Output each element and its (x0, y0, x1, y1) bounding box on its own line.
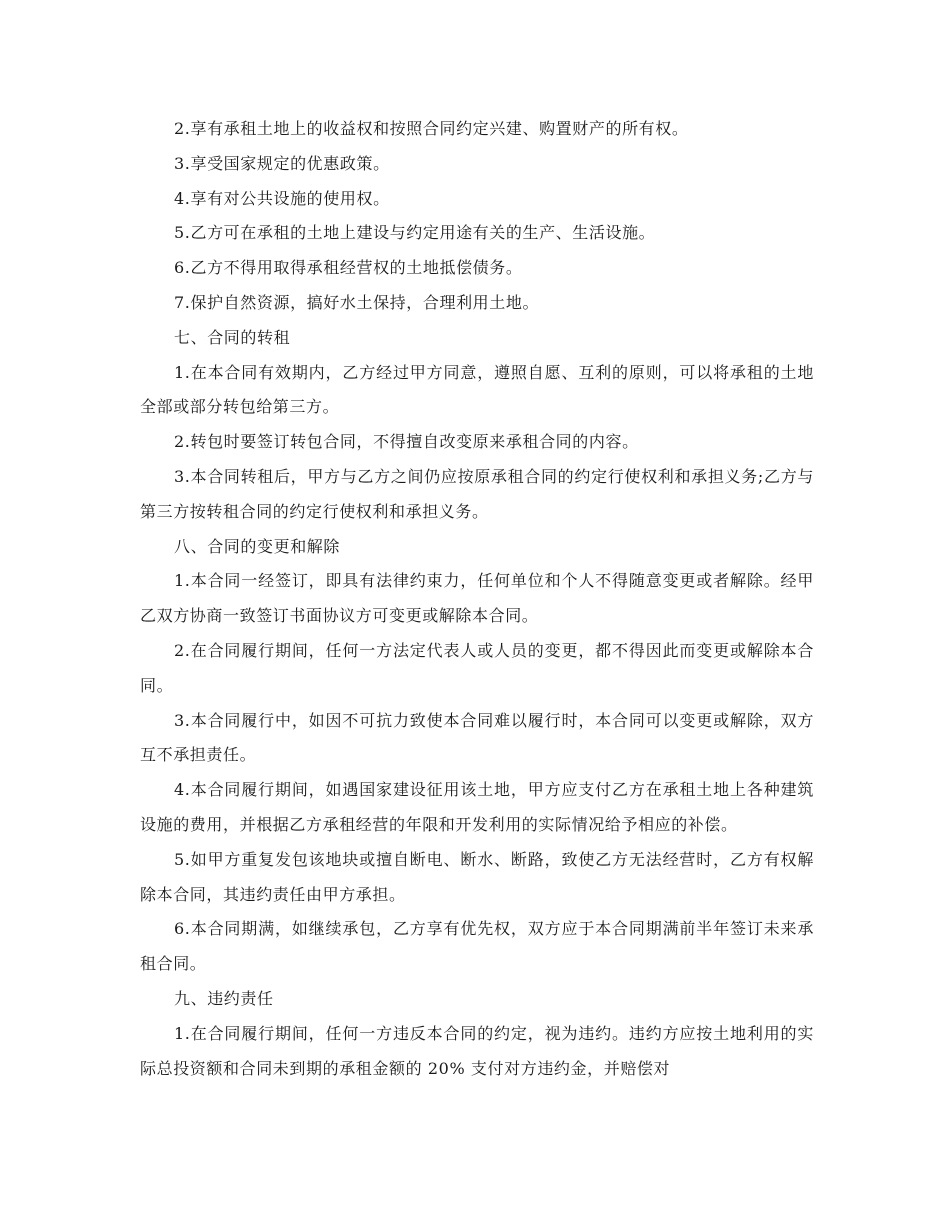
document-body (140, 112, 814, 1086)
clause-8-item-1: 1.本合同一经签订，即具有法律约束力，任何单位和个人不得随意变更或者解除。经甲乙双方协商一致签订书面协议方可变更或解除本合同。 (140, 571, 814, 626)
section-heading-sublease: 七、合同的转租 (174, 327, 291, 347)
clause-7-item-1: 1.在本合同有效期内，乙方经过甲方同意，遵照自愿、互利的原则，可以将承租的土地全部或部分转包给第三方。 (140, 362, 814, 417)
section-heading-modification: 八、合同的变更和解除 (174, 536, 341, 556)
clause-9-item-1: 1.在合同履行期间，任何一方违反本合同的约定，视为违约。违约方应按土地利用的实际总投资额和合同未到期的承租金额的 20% 支付对方违约金，并赔偿对 (140, 1023, 814, 1078)
clause-6-item-5: 5.乙方可在承租的土地上建设与约定用途有关的生产、生活设施。 (174, 223, 656, 243)
clause-8-item-2: 2.在合同履行期间，任何一方法定代表人或人员的变更，都不得因此而变更或解除本合同。 (140, 640, 814, 695)
clause-6-item-6: 6.乙方不得用取得承租经营权的土地抵偿债务。 (174, 258, 523, 278)
clause-8-item-4: 4.本合同履行期间，如遇国家建设征用该土地，甲方应支付乙方在承租土地上各种建筑设施的费用，并根据乙方承租经营的年限和开发利用的实际情况给予相应的补偿。 (140, 780, 814, 834)
clause-6-item-4: 4.享有对公共设施的使用权。 (174, 188, 390, 208)
clause-8-item-3: 3.本合同履行中，如因不可抗力致使本合同难以履行时，本合同可以变更或解除，双方互不承担责任。 (140, 710, 814, 765)
clause-6-item-2: 2.享有承租土地上的收益权和按照合同约定兴建、购置财产的所有权。 (174, 119, 689, 138)
section-heading-breach: 九、违约责任 (174, 988, 274, 1008)
clause-6-item-7: 7.保护自然资源，搞好水土保持，合理利用土地。 (174, 292, 540, 312)
clause-8-item-6: 6.本合同期满，如继续承包，乙方享有优先权，双方应于本合同期满前半年签订未来承租合同。 (140, 919, 814, 974)
clause-8-item-5: 5.如甲方重复发包该地块或擅自断电、断水、断路，致使乙方无法经营时，乙方有权解除本合同，其违约责任由甲方承担。 (140, 849, 814, 904)
clause-6-item-3: 3.享受国家规定的优惠政策。 (174, 153, 390, 173)
clause-7-item-3: 3.本合同转租后，甲方与乙方之间仍应按原承租合同的约定行使权利和承担义务;乙方与第三方按转租合同的约定行使权利和承担义务。 (140, 466, 814, 521)
clause-7-item-2: 2.转包时要签订转包合同，不得擅自改变原来承租合同的内容。 (174, 432, 639, 452)
